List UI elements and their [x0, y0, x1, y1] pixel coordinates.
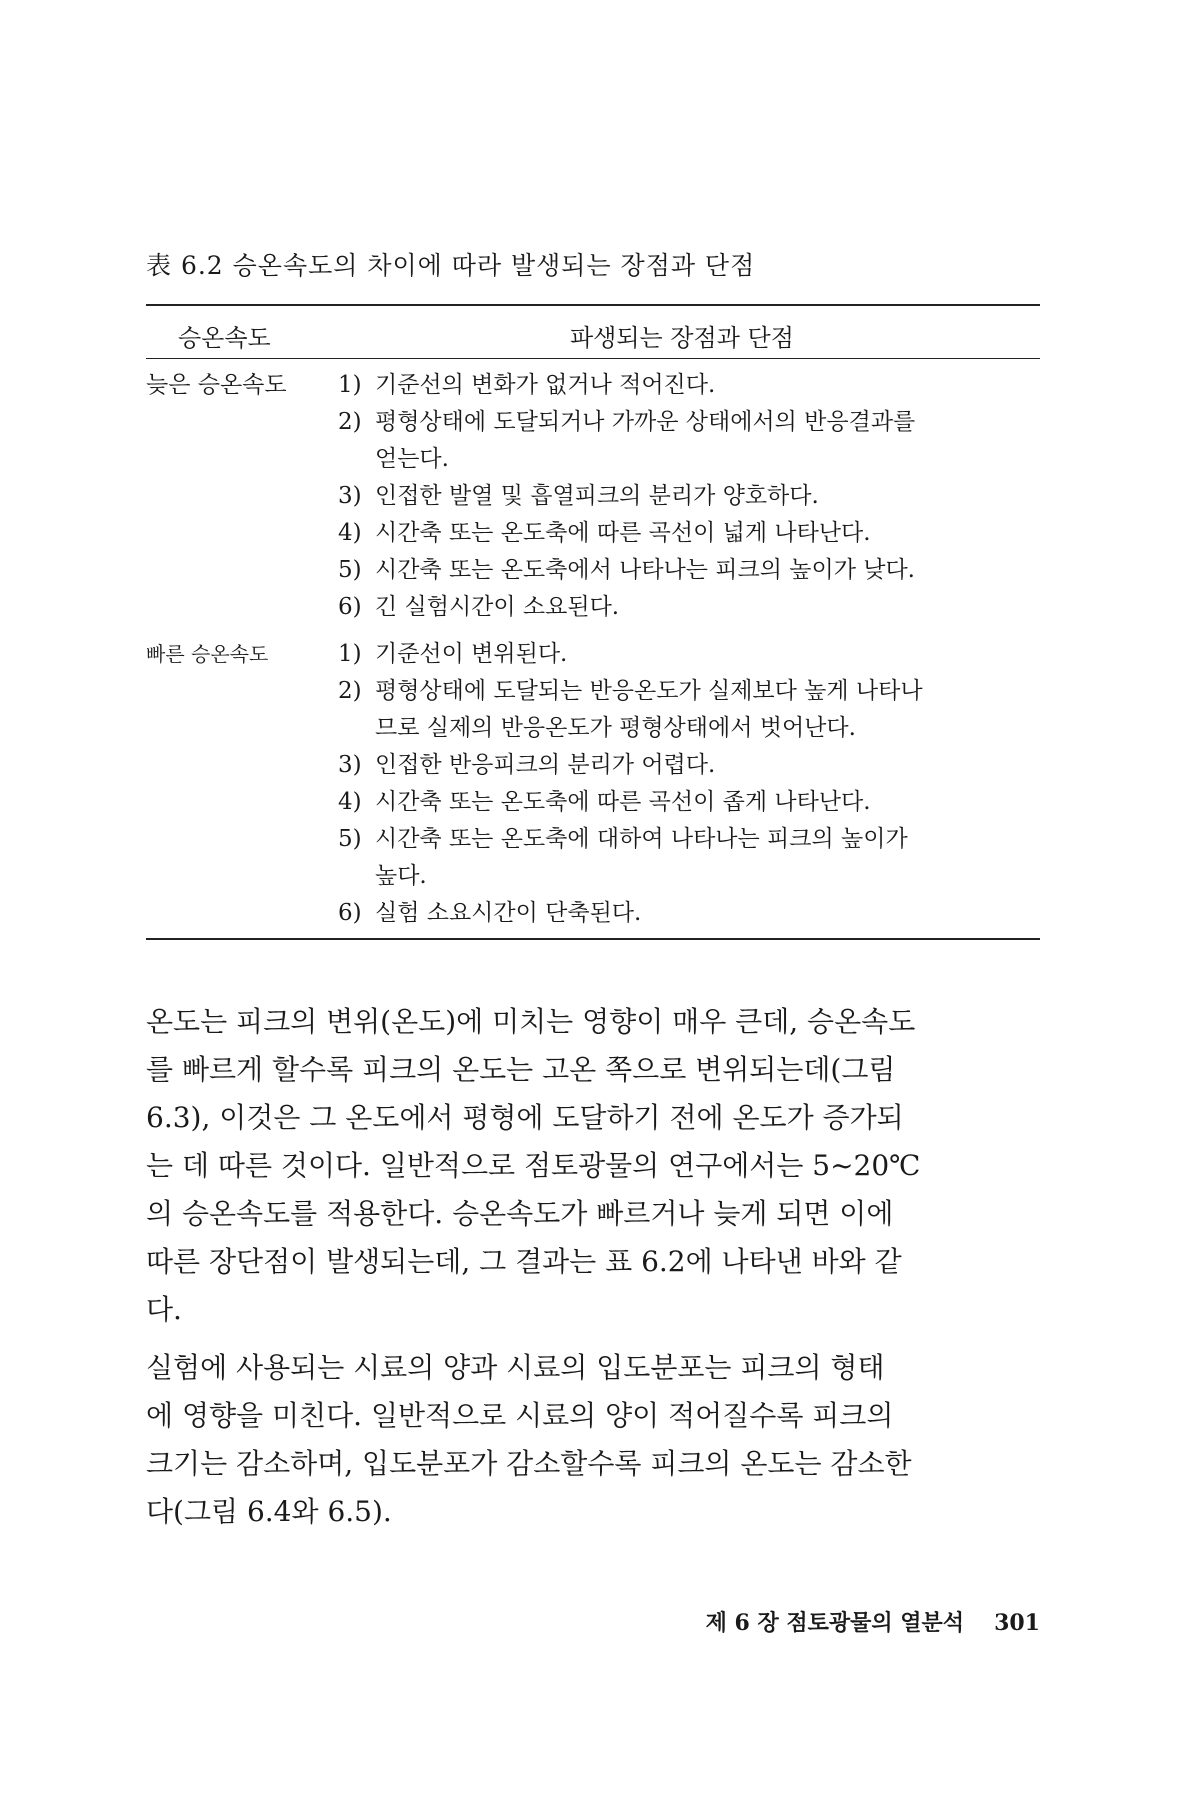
item-text: 기준선의 변화가 없거나 적어진다. [375, 372, 716, 398]
table-body [146, 359, 1040, 938]
item-text: 시간축 또는 온도축에 대하여 나타나는 피크의 높이가 높다. [375, 826, 908, 889]
item-number: 5) [338, 826, 362, 852]
item-text: 시간축 또는 온도축에 따른 곡선이 좁게 나타난다. [375, 789, 871, 815]
page-footer [0, 1606, 1040, 1637]
item-text: 평형상태에 도달되는 반응온도가 실제보다 높게 나타나 므로 실제의 반응온도가 평형상태에서 벗어난다. [375, 678, 923, 741]
table-item [338, 552, 1040, 589]
item-number: 4) [338, 789, 362, 815]
heating-rate-table [146, 304, 1040, 940]
item-number: 1) [338, 641, 362, 667]
item-text: 긴 실험시간이 소요된다. [375, 594, 620, 620]
item-number: 2) [338, 678, 362, 704]
fast-rate-group [146, 636, 1040, 932]
fast-rate-items [338, 636, 1040, 932]
fast-rate-label: 빠른 승온속도 [146, 642, 269, 666]
item-number: 4) [338, 520, 362, 546]
page-number: 301 [994, 1610, 1040, 1636]
item-text: 실험 소요시간이 단축된다. [375, 900, 642, 926]
item-number: 1) [338, 372, 362, 398]
chapter-title: 제 6 장 점토광물의 열분석 [705, 1610, 965, 1636]
table-bottom-rule [146, 938, 1040, 940]
table-item [338, 478, 1040, 515]
header-pros-cons: 파생되는 장점과 단점 [570, 324, 794, 352]
item-text: 평형상태에 도달되거나 가까운 상태에서의 반응결과를 얻는다. [375, 409, 916, 472]
table-item [338, 821, 1040, 895]
table-item [338, 747, 1040, 784]
table-item [338, 895, 1040, 932]
item-number: 5) [338, 557, 362, 583]
item-text: 기준선이 변위된다. [375, 641, 568, 667]
slow-rate-group [146, 367, 1040, 626]
item-number: 6) [338, 594, 362, 620]
table-item [338, 404, 1040, 478]
table-item [338, 636, 1040, 673]
slow-rate-label: 늦은 승온속도 [146, 372, 287, 398]
item-number: 3) [338, 483, 362, 509]
header-heating-rate: 승온속도 [178, 324, 271, 352]
table-caption: 表 6.2 승온속도의 차이에 따라 발생되는 장점과 단점 [146, 251, 756, 280]
slow-rate-items [338, 367, 1040, 626]
table-item [338, 515, 1040, 552]
table-item [338, 673, 1040, 747]
item-text: 시간축 또는 온도축에 따른 곡선이 넓게 나타난다. [375, 520, 871, 546]
item-text: 인접한 반응피크의 분리가 어렵다. [375, 752, 716, 778]
paragraph-heating-rate: 온도는 피크의 변위(온도)에 미치는 영향이 매우 큰데, 승온속도 를 빠르게 할수록 피크의 온도는 고온 쪽으로 변위되는데(그림 6.3), 이것은 그 온도에서 평형에 도달하기 전에 온도가 증가되 는 데 따른 것이다. 일반적으로 점토광물의 연구에서는 5~20℃ 의 승온속도를 적용한다. 승온속도가 빠르거나 늦게 되면 이에 따른 장단점이 발생되는데, 그 결과는 표 6.2에 나타낸 바와 같 다. [146, 1005, 921, 1326]
item-text: 시간축 또는 온도축에서 나타나는 피크의 높이가 낮다. [375, 557, 915, 583]
table-header-row [146, 306, 1040, 358]
paragraph-sample-amount: 실험에 사용되는 시료의 양과 시료의 입도분포는 피크의 형태 에 영향을 미친다. 일반적으로 시료의 양이 적어질수록 피크의 크기는 감소하며, 입도분포가 감소할수록 피크의 온도는 감소한 다(그림 6.4와 6.5). [146, 1351, 912, 1528]
table-item [338, 367, 1040, 404]
item-number: 6) [338, 900, 362, 926]
item-number: 3) [338, 752, 362, 778]
table-item [338, 784, 1040, 821]
item-number: 2) [338, 409, 362, 435]
body-text [146, 998, 1040, 1536]
item-text: 인접한 발열 및 흡열피크의 분리가 양호하다. [375, 483, 819, 509]
table-item [338, 589, 1040, 626]
